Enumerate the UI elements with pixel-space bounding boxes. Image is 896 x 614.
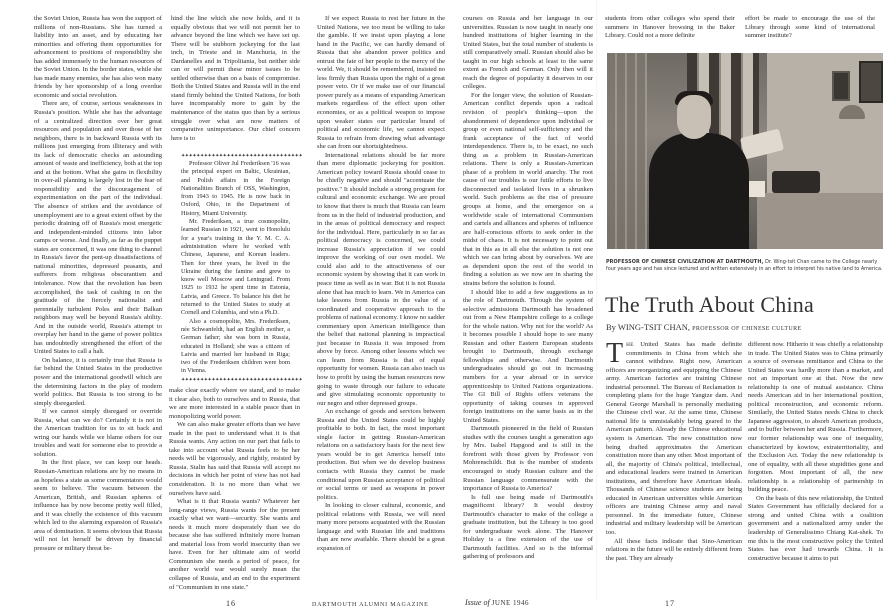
column-1 [34,15,162,553]
page-number-left: 16 [226,599,236,608]
column-6-continuation [745,15,875,41]
paragraph: Is full use being made of Dartmouth's magnificent library? It would destroy Dartmouth's character to make of the college a graduate institution, but the Library is too good for undergraduate work alone. The Hanover Holiday is a fine extension of the use of Dartmouth facilities. And so is the informal gathering of professors and [463,493,593,561]
photo-desk [757,193,883,249]
paragraph: We can also make greater efforts than we have made in the past to understand what it is that Russia wants. Any action on our part that fails to take into account what Russia feels to be her needs will be vigorously, and rightly, resisted by Russia. Stalin has said that Russia will accept no decisions in which her point of view has not had consideration. It is no more than what we ourselves have said. [169,421,300,497]
paragraph: courses on Russia and her language in our universities. Russian is now taught in nearly one hundred institutions of higher learning in the United States, but the total number of students is still comparatively small. Russian should also be taught in our high schools at least to the same extent as French and German. Only then will it reach the degree of popularity it deserves in our colleges. [463,15,593,91]
page-number-right: 17 [665,599,675,608]
page-gutter [596,0,598,600]
issue-date [465,598,529,607]
paragraph: All these facts indicate that Sino-American relations in the future will be entirely different from the past. They are already [606,537,742,562]
article-headline: The Truth About China [605,292,814,317]
paragraph: For the longer view, the solution of Russian-American conflict depends upon a radical revision of people's thinking—upon the abandonment of dependence upon individual or group or even national self-sufficiency and the frank acceptance of the fact of world interdependence. There is, to be exact, no such thing as a problem in Russian-American relations. There is only a Russian-American phase of a problem in world anarchy. The root cause of our troubles is our futile efforts to live disconnected and isolated lives in a shrunken world. Such problems as the rise of pressure groups at home, and the emergence on a worldwide scale of international Communism and cartels and alliances and spheres of influence are half-conscious efforts to seek order in the midst of chaos. It is not necessary to point out that in this as in all else the solution is not one which we can bring about by ourselves. We are as dependent upon the rest of the world in finding a solution as we now are in sharing the strains before the solution is found. [463,91,593,287]
photo-caption [606,259,886,272]
byline-prefix: By [606,322,616,332]
paragraph: Dartmouth pioneered in the field of Russian studies with the courses taught a generation ago by Mrs. Isabel Hapgood and is still in the forefront with those given by Professor von Mohrenschildt. But is the number of students encouraged to study Russian culture and the Russian language commensurate with the importance of Russia to America? [463,425,593,493]
paragraph-text: United States has made definite commitments in China from which she cannot withdraw. Right now, American officers are reorganizing and equipping the Chinese army. American factories are training Chinese industrial personnel. The Bureau of Reclamation is completing plans for the huge Yangtze dam. And General George Marshall is personally mediating the Chinese civil war. At the same time, Chinese national life is unmistakably being geared to the American pattern. Already the Chinese educational system is American. The new constitution now being drafted approximates the American constitution more than any other. Most important of all, the majority of China's political, intellectual, and educational leaders were trained in American institutions, and therefore have American ideals. Thousands of Chinese science students are being educated in American universities while American officers are training Chinese army and naval personnel. In the immediate future, Chinese industrial and military leadership will be American too. [606,341,742,537]
caption-lead: PROFESSOR OF CHINESE CIVILIZATION AT DARTMOUTH, [606,259,764,265]
byline-title: PROFESSOR OF CHINESE CULTURE [692,326,802,332]
paragraph: effort be made to encourage the use of the Library through some kind of international summer institute? [745,15,875,40]
photo-typewriter [772,171,820,193]
photo-frame [832,71,850,101]
paragraph: On balance, it is certainly true that Russia is far behind the United States in the productive power and the international goodwill which are the determining factors in the play of modern world politics. But Russia is too strong to be simply disregarded. [34,356,162,407]
paragraph: If we expect Russia to rest her future in the United Nations, we too must be willing to take the gamble. If we insist upon playing a lone hand in the Pacific, we can hardly demand of Russia that she abandon power politics and entrust the fate of her people to the mercy of the world. We, it should be remembered, insisted no less firmly than Russia upon the right of a great power veto. Or if we make use of our financial power purely as a means of expanding American markets regardless of the effect upon other economies, or as a political weapon to impose upon weaker states our particular brand of political and economic life, we cannot expect Russia to refrain from drawing what advantage she can from our shortsightedness. [317,15,445,151]
paragraph: What is it that Russia wants? Whatever her long-range views, Russia wants for the present exactly what we want—security. She wants and needs it much more desperately than we do because she has suffered infinitely more human and material loss from world insecurity than we have. Even for her ultimate aim of world Communism she needs a period of peace, for another world war would surely mean the collapse of Russia, and an end to the experiment of "Communism in one state." [169,498,300,591]
byline-author: WING-TSIT CHAN, [617,322,690,332]
article-column-2 [748,341,883,563]
photo-person [649,133,749,249]
photo-face [677,95,711,139]
lead-smallcaps: HE [626,342,634,348]
paragraph: I should like to add a few suggestions as to the role of Dartmouth. Through the system of selective admissions Dartmouth has broadened out from a New Hampshire college to a college for the whole nation. Why not for the world? As it becomes possible I should hope to see many Russian and other Eastern European students brought to Dartmouth, through exchange fellowships and otherwise. And Dartmouth undergraduates should go out in increasing numbers for a year abroad or in service apprenticeship to United Nations organizations. The GI Bill of Rights offers veterans the opportunity of taking courses in approved foreign institutions on the same basis as in the United States. [463,288,593,424]
drop-cap: T [606,338,624,369]
paragraph: International relations should be far more than mere diplomatic jockeying for position. American policy toward Russia should cease to be chiefly negative and should "accentuate the positive." It should include a strong program for cultural and economic exchange. We are proud to know that there is much that Russia can learn from us in the field of industrial production, and in the areas of political democracy and respect for the individual. Here, particularly in so far as political democracy is concerned, we could increase Russia's appreciation if we could improve the working of our own model. We could also add to the attractiveness of our economic system by showing that it can work in peace time as well as in war. But it is not Russia alone that has much to learn. We in America can take lessons from Russia in the value of a coordinated and cooperative approach to the problems of national economy. I know no sadder commentary upon American intelligence than the belief that national planning is impractical just because in Russia it was imposed from above by force. Among other lessons which we can learn from Russia is that of equal opportunity for women. Russia can also teach us how to profit by using the human resources now going to waste through our failure to educate and give stimulating economic opportunity to our negro and other depressed groups. [317,151,445,407]
ornament-divider: ✦✦✦✦✦✦✦✦✦✦✦✦✦✦✦✦✦✦✦✦✦✦✦✦✦✦✦✦✦✦✦✦ [181,153,303,159]
paragraph: On the basis of this new relationship, the United States Government has officially declared for a strong and united China with a coalition government and a nationalized army under the leadership of Generalissimo Chiang Kai-shek. To me this is the most constructive policy the United States has ever had towards China. It is constructive because it aims to put [748,494,883,562]
caption-text: Dr. Wing-tsit Chan came to the College nearly four years ago and has since lectured and written extensively in an effort to interpret his native land to America. [606,259,883,272]
author-bio-box [181,153,303,383]
photo-frame [859,61,883,103]
column-3 [317,15,445,553]
paragraph: make clear exactly where we stand, and to make it clear also, both to ourselves and to Russia, that we are more interested in a stable peace than in monopolizing world power. [169,387,300,420]
paragraph: different now. Hitherto it was chiefly a relationship in trade. The United States was to China primarily a source of overseas remittance and China to the United States was hardly more than a market, and not an important one at that. Now the new relationship is one of mutual assistance. China needs American aid in her international position, political reconstruction, and economic reform. Similarly, the United States needs China to check Japanese aggression, to absorb American products, and to buffer between her and Russia. Furthermore, our former relationship was one of inequality, characterized by kowtow, extraterritoriality, and the Exclusion Act. Today the new relationship is one of equality, with all these stupidities gone and forgotten. Most important of all, the new relationship is a relationship of partnership in building peace. [748,341,883,494]
column-5-continuation [605,15,735,41]
paragraph: There are, of course, serious weaknesses in Russia's position. While she has the advantage of a centralized direction over her great resources and population and over those of her neighbors, there is in backward Russia with its millions just emerging from illiteracy and with its lack of democratic checks an astounding amount of waste and inefficiency, both at the top and at the bottom. What she gains in flexibility in over-all planning is largely lost in the fear of responsibility and the discouragement of experimentation on the part of the individual. The absence of strikes and the avoidance of unemployment are to a great extent offset by the periodic draining off of Russia's most energetic and independent-minded citizens into labor camps or worse. And finally, as far as the puppet states are concerned, it was one thing to channel in Russia's favor the pent-up dissatisfactions of national minorities, depressed peasants, and sufferers from religious obscurantism and intolerance. Now that the revolution has been accomplished, the task of cashing in on the gratitude of the fiercely nationalist and perennially turbulent Poles and their Balkan neighbors may well be beyond Russia's ability. And in the outside world, Russia's attempt to overplay her hand in the game of power politics has undoubtedly strengthened the effort of the United States to call a halt. [34,100,162,356]
paragraph: An exchange of goods and services between Russia and the United States could be highly profitable to both. In fact, the most important single factor in getting Russian-American relations on a satisfactory basis for the next few years would be to get America herself into production. But when we do develop business contacts with Russia they cannot be made conditional upon Russian acceptance of political or social terms or used as weapons in power politics. [317,408,445,501]
issue-prefix: Issue of [465,598,490,607]
paragraph: If we cannot simply disregard or override Russia, what can we do? Certainly it is not in the American tradition for us to sit back and wring our hands while we blame others for our troubles and wait for someone else to provide a solution. [34,408,162,458]
article-byline [606,322,802,334]
paragraph [606,338,742,538]
bio-paragraph: Mr. Frederiksen, a true cosmopolite, learned Russian in 1921, went to Honolulu for a year's training in the Y. M. C. A. administration where he worked with Chinese, Japanese, and Korean leaders. Then for three years, he lived in the Ukraine during the famine and grew to know well Moscow and Leningrad. From 1925 to 1932 he spent time in Estonia, Latvia, and Greece. To balance his diet he returned to the United States to study at Cornell and Columbia, and win a Ph.D. [181,218,290,317]
magazine-title: DARTMOUTH ALUMNI MAGAZINE [312,602,429,608]
bio-paragraph: Also a cosmopolite, Mrs. Frederiksen, née Schwanfeldt, had an English mother, a German father; she was born in Russia, educated in Holland; she was a citizen of Latvia and married her husband in Riga; two of the Frederiksen children were born in Vienna. [181,317,290,375]
column-2-bottom [169,387,300,592]
article-column-1 [606,338,742,563]
photo-window [607,53,647,249]
author-photo [607,53,883,249]
paragraph: students from other colleges who spend their summers in Hanover browsing in the Baker Library. Could not a more definite [605,15,735,40]
paragraph: In looking to closer cultural, economic, and political relations with Russia, we will need many more persons acquainted with the Russian language and with Russian life and traditions than are now available. There should be a great expansion of [317,502,445,552]
column-4 [463,15,593,562]
paragraph: the Soviet Union, Russia has won the support of millions of non-Russians. She has turned a liability into an asset, and by educating her minorities and offering them opportunities for advancement to positions of responsibility she has added immensely to the human resources of the Soviet Union. In the border states, while she has made many enemies, she has also won many friends by her sponsorship of a long overdue economic and social revolution. [34,15,162,99]
paragraph: In the first place, we can keep our heads. Russian-American relations are by no means in as hopeless a state as some commentators would seem to believe. The vacuum between the American, British, and Russian spheres of influence has by now become pretty well filled, and it was chiefly the existence of this vacuum which led to the alarming expansion of Russia's area of domination. It seems obvious that Russia will not let herself be driven by financial pressure or military threat be- [34,459,162,552]
paragraph: hind the line which she now holds, and it is equally obvious that we will not permit her to advance beyond the line which we have set up. There will be stubborn jockeying for the last inch, in Trieste and in Manchuria, in the Dardanelles and in Tripolitania, but neither side can or will permit these minor issues to be settled otherwise than on a basis of compromise. Both the United States and Russia will in the end stand firmly behind the United Nations, for both have incomparably more to gain by the maintenance of the status quo than by a serious struggle over what are now matters of comparative unimportance. Our chief concern here is to [171,15,300,142]
bio-paragraph: Professor Oliver Jul Frederiksen '16 was the principal expert on Baltic, Ukrainian, and Polish affairs in the Foreign Nationalities Branch of OSS, Washington, from 1943 to 1945. He is now back in Oxford, Ohio, in the Department of History, Miami University. [181,160,290,217]
column-2-top [171,15,300,143]
ornament-divider: ✦✦✦✦✦✦✦✦✦✦✦✦✦✦✦✦✦✦✦✦✦✦✦✦✦✦✦✦✦✦✦✦ [181,376,303,383]
issue-month-year: JUNE 1946 [491,599,530,607]
